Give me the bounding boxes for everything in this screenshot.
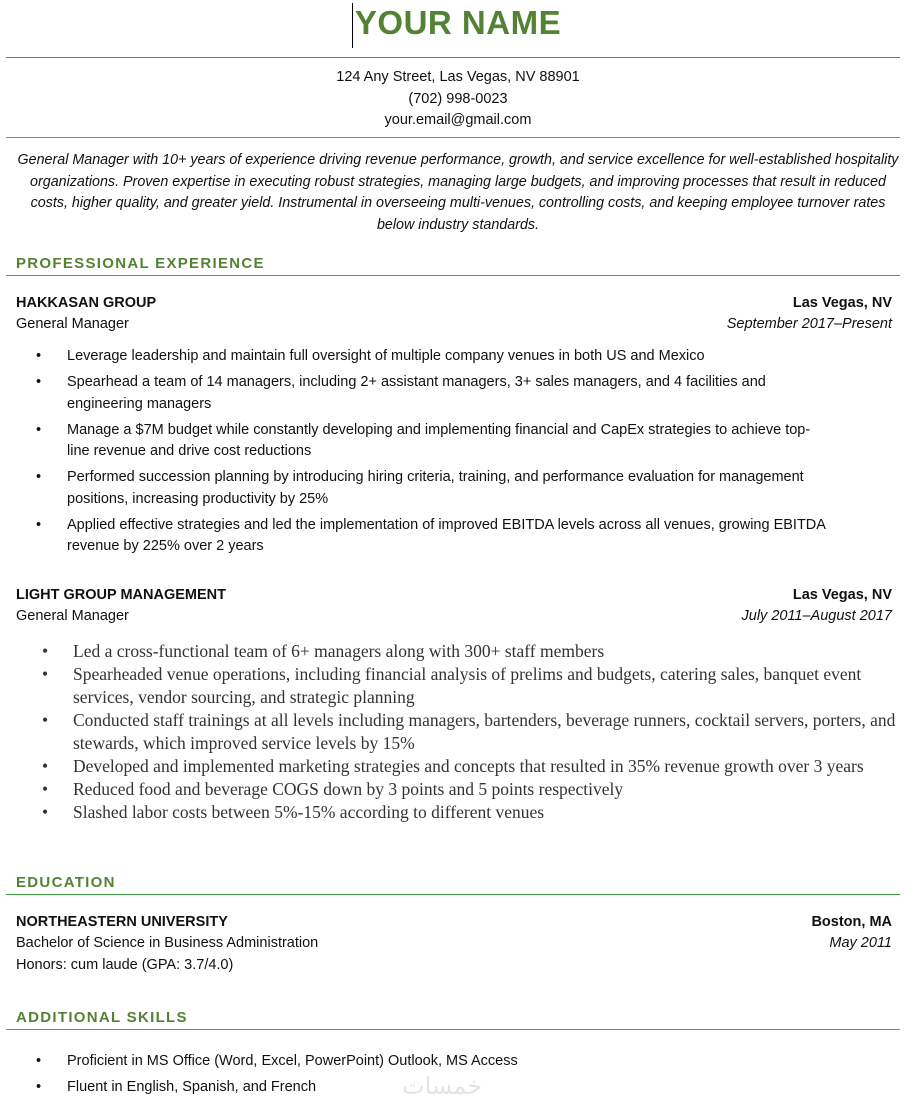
degree: Bachelor of Science in Business Administration	[16, 935, 319, 951]
divider	[6, 275, 900, 276]
company: LIGHT GROUP MANAGEMENT	[16, 587, 226, 603]
list-item: • Spearheaded venue operations, including financial analysis of prelims and budgets, catering sales, banquet event services, vendor sourcing, and strategic planning	[16, 663, 913, 709]
education-header	[16, 912, 892, 933]
education-subheader	[16, 933, 892, 954]
job-bullets	[16, 346, 827, 562]
list-item: • Applied effective strategies and led the implementation of improved EBITDA levels across all venues, growing EBITDA revenue by 225% over 2 years	[16, 515, 827, 558]
address: 124 Any Street, Las Vegas, NV 88901	[336, 69, 580, 85]
divider	[6, 57, 900, 58]
list-item: • Proficient in MS Office (Word, Excel, PowerPoint) Outlook, MS Access	[16, 1051, 827, 1073]
school: NORTHEASTERN UNIVERSITY	[16, 914, 228, 930]
honors: Honors: cum laude (GPA: 3.7/4.0)	[16, 957, 234, 973]
dates: September 2017–Present	[726, 316, 892, 332]
divider	[6, 137, 900, 138]
honors-row	[16, 955, 892, 976]
job-header	[16, 585, 892, 606]
job-bullets	[16, 640, 913, 824]
company: HAKKASAN GROUP	[16, 295, 157, 311]
divider	[6, 894, 900, 895]
section-title-education: EDUCATION	[16, 874, 116, 891]
email: your.email@gmail.com	[384, 112, 532, 128]
list-item: • Developed and implemented marketing strategies and concepts that resulted in 35% revenue growth over 3 years	[16, 755, 913, 778]
list-item: • Performed succession planning by introducing hiring criteria, training, and performance evaluation for management positions, increasing productivity by 25%	[16, 467, 827, 510]
job-subheader	[16, 606, 892, 627]
list-item: • Slashed labor costs between 5%-15% according to different venues	[16, 801, 913, 824]
section-title-experience: PROFESSIONAL EXPERIENCE	[16, 255, 265, 272]
job-subheader	[16, 314, 892, 335]
list-item: • Reduced food and beverage COGS down by 3 points and 5 points respectively	[16, 778, 913, 801]
candidate-name: YOUR NAME	[354, 4, 562, 41]
location: Las Vegas, NV	[792, 295, 892, 311]
list-item: • Fluent in English, Spanish, and French	[16, 1077, 827, 1099]
list-item: • Conducted staff trainings at all levels including managers, bartenders, beverage runners, cocktail servers, porters, and stewards, which improved service levels by 15%	[16, 709, 913, 755]
role: General Manager	[16, 608, 129, 624]
dates: July 2011–August 2017	[741, 608, 892, 624]
section-title-skills: ADDITIONAL SKILLS	[16, 1009, 188, 1026]
role: General Manager	[16, 316, 129, 332]
location: Boston, MA	[811, 914, 892, 930]
contact-info	[0, 67, 916, 132]
list-item: • Led a cross-functional team of 6+ managers along with 300+ staff members	[16, 640, 913, 663]
job-header	[16, 293, 892, 314]
list-item: • Leverage leadership and maintain full oversight of multiple company venues in both US and Mexico	[16, 346, 827, 368]
date: May 2011	[829, 935, 892, 951]
divider	[6, 1029, 900, 1030]
list-item: • Spearhead a team of 14 managers, including 2+ assistant managers, 3+ sales managers, and 4 facilities and engineering managers	[16, 372, 827, 415]
location: Las Vegas, NV	[792, 587, 892, 603]
phone: (702) 998-0023	[408, 90, 508, 107]
list-item: • Manage a $7M budget while constantly developing and implementing financial and CapEx strategies to achieve top-line revenue and drive cost reductions	[16, 420, 827, 463]
summary: General Manager with 10+ years of experience driving revenue performance, growth, and service excellence for well-established hospitality organizations. Proven expertise in executing robust strategies, managing large budgets, and improving processes that result in reduced costs, higher quality, and greater yield. Instrumental in overseeing multi-venues, controlling costs, and keeping employee turnover rates below industry standards.	[17, 152, 899, 233]
watermark-logo: خمسات	[402, 1072, 483, 1100]
